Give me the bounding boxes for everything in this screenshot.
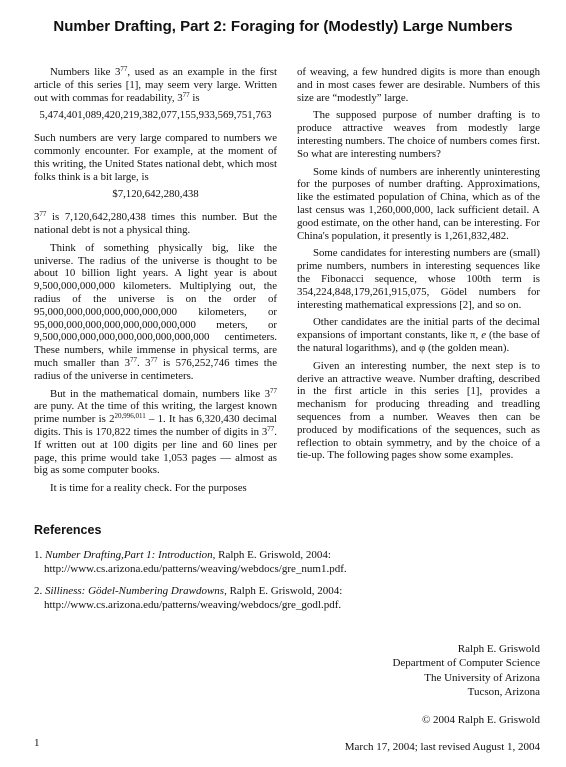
paragraph: Some candidates for interesting numbers are (small) prime numbers, numbers in interesting sequences like the Fibonacci sequence, whose 100th term is 354,224,848,179,261,915,075, Gödel numbers for interesting mathematical expressions [2], and so on.	[297, 247, 540, 311]
text: . If written out at 100 digits per line and 60 lines per page, this prime would take 1,053 pages — almost as big as some computer books.	[34, 425, 277, 477]
paragraph	[34, 242, 277, 383]
reference-author: , Ralph E. Griswold, 2004:	[212, 549, 331, 561]
text: (the base of the natural logarithms), and φ (the golden mean).	[297, 329, 540, 354]
paragraph	[297, 316, 540, 354]
superscript: 77	[130, 355, 138, 364]
national-debt-number: $7,120,642,280,438	[112, 188, 199, 201]
right-column	[297, 66, 540, 467]
paragraph: of weaving, a few hundred digits is more than enough and in most cases fewer are desirable. Numbers of this size are “modestly” large.	[297, 66, 540, 104]
paragraph: The supposed purpose of number drafting is to produce attractive weaves from modestly large interesting numbers. The choice of numbers comes first. So what are interesting numbers?	[297, 109, 540, 160]
reference-title[interactable]: Number Drafting,Part 1: Introduction	[45, 549, 213, 561]
reference-title[interactable]: Silliness: Gödel-Numbering Drawdowns	[45, 585, 225, 597]
paragraph: Such numbers are very large compared to numbers we commonly encounter. For example, at the moment of this writing, the United States national debt, which most folks think is a bit large, is	[34, 132, 277, 183]
text: . 3	[137, 356, 151, 369]
author-name: Ralph E. Griswold	[457, 643, 540, 655]
superscript: 20,996,011	[114, 412, 146, 421]
text: are puny. At the time of this writing, the largest known prime number is 2	[34, 400, 277, 426]
page-title: Number Drafting, Part 2: Foraging for (Modestly) Large Numbers	[53, 18, 513, 35]
superscript: 77	[150, 355, 158, 364]
text: is 576,252,746 times the radius of the universe in centimeters.	[34, 356, 277, 382]
left-column	[34, 66, 277, 500]
superscript: 77	[270, 386, 277, 395]
text: , used as an example in the first article of this series [1], may seem very large. Written out with commas for readability, 3	[34, 66, 277, 104]
superscript: 77	[39, 210, 47, 219]
text: But in the mathematical domain, numbers like 3	[50, 387, 270, 400]
revision-date: March 17, 2004; last revised August 1, 2004	[344, 741, 540, 753]
italic-e: e	[481, 329, 487, 342]
author-block	[392, 642, 540, 699]
reference-author: , Ralph E. Griswold, 2004:	[224, 585, 343, 597]
text: Think of something physically big, like the universe. The radius of the universe is thought to be about 10 billion light years. A light year is about 9,500,000,000,000 kilometers. Multiplying out, the radius of the universe is on the order of 95,000,000,000,000,000,000,000 kilometers, or 95,000,000,000,000,000,000,000,000 meters, or 9,500,000,000,000,000,000,000,000,000 centimeters. These numbers, while immense in physical terms, are much smaller than 3	[34, 241, 277, 369]
superscript: 77	[120, 65, 128, 73]
text: is	[189, 91, 200, 104]
reference-item	[34, 584, 534, 612]
paragraph: Some kinds of numbers are inherently uninteresting for the purposes of number drafting. Approximations, like the estimated population of China, which as of the last census was 1,260,000,000, lack sufficient detail. A good estimate, on the other hand, can be interesting. For China's population, it presently is 1,261,832,482.	[297, 165, 540, 242]
text: – 1. It has 6,320,430 decimal digits. This is 170,822 times the number of digits in 3	[34, 413, 277, 438]
references-heading: References	[34, 523, 102, 537]
reference-url[interactable]: http://www.cs.arizona.edu/patterns/weaving/webdocs/gre_num1.pdf.	[44, 563, 347, 575]
text: 3	[34, 211, 40, 224]
reference-url[interactable]: http://www.cs.arizona.edu/patterns/weaving/webdocs/gre_godl.pdf.	[44, 599, 342, 611]
reference-number: 1.	[34, 549, 43, 561]
paragraph	[34, 388, 277, 478]
large-number: 5,474,401,089,420,219,382,077,155,933,569,751,763	[39, 109, 272, 122]
paragraph: It is time for a reality check. For the purposes	[50, 482, 247, 495]
reference-number: 2.	[34, 585, 43, 597]
page-number: 1	[34, 737, 40, 749]
author-university: The University of Arizona	[424, 671, 540, 684]
reference-item	[34, 548, 534, 576]
text: Other candidates are the initial parts of the decimal expansions of important constants, like π,	[297, 316, 540, 342]
paragraph: Given an interesting number, the next step is to derive an attractive weave. Number drafting, described in the first article in this series [1], provides a mechanism for producing threading and treadling sequences from a number. Weaves then can be produced by modifications of the sequences, such as reflection to obtain symmetry, and by the choice of a tie-up. The following pages show some examples.	[297, 359, 540, 462]
paragraph	[34, 66, 277, 104]
copyright: © 2004 Ralph E. Griswold	[421, 714, 540, 726]
paragraph	[34, 211, 277, 237]
author-city: Tucson, Arizona	[467, 685, 540, 698]
superscript: 77	[182, 90, 190, 99]
text: is 7,120,642,280,438 times this number. But the national debt is not a physical thing.	[34, 211, 277, 236]
text: Numbers like 3	[50, 66, 121, 78]
author-department: Department of Computer Science	[392, 657, 540, 670]
superscript: 77	[267, 424, 275, 433]
